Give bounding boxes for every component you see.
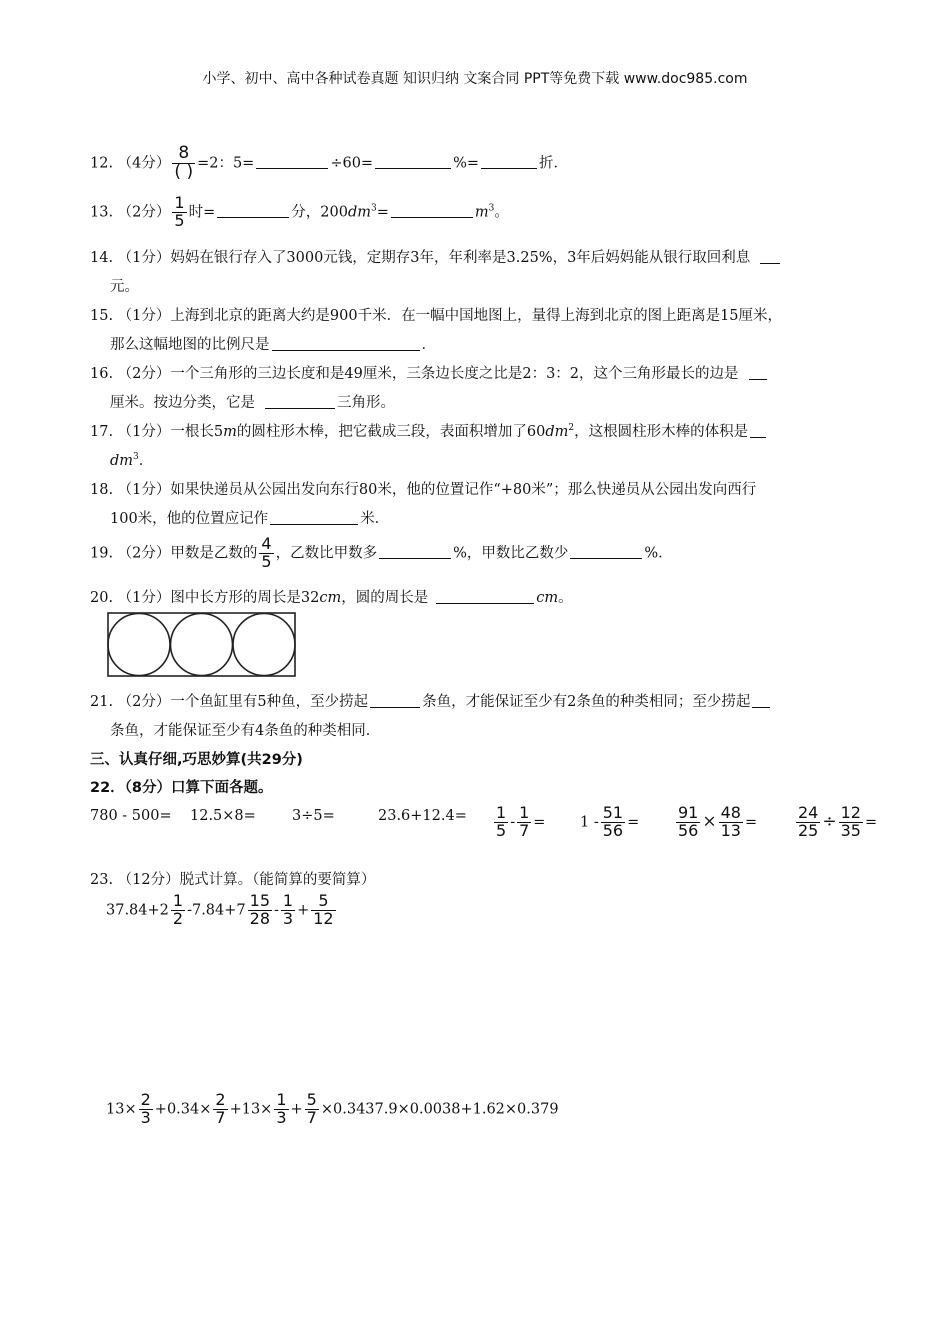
fraction: $\frac{1}{5}$: [174, 193, 185, 230]
question-18: 18. （1分）如果快递员从公园出发向东行80米，他的位置记作“+80米”；那么快递员从公园出发向西行: [90, 482, 757, 498]
rectangle-circles-figure: [106, 611, 298, 679]
question-17: 17. （1分）一根长5m的圆柱形木棒，把它截成三段，表面积增加了$60dm^2$，这根圆柱形木棒的体积是: [90, 420, 768, 441]
mental-math-4: 23.6+12.4=: [378, 808, 467, 824]
mental-math-6: 1 - $\frac{51}{56}$ =: [580, 803, 640, 840]
circle: [108, 614, 170, 676]
question-20: 20. （1分）图中长方形的周长是32cm，圆的周长是 cm。: [90, 590, 573, 606]
question-22-title: 22．（8分）口算下面各题。: [90, 780, 273, 796]
answer-blank[interactable]: [270, 523, 358, 525]
rectangle: [108, 613, 295, 676]
answer-blank[interactable]: [750, 436, 766, 438]
question-15: 15. （1分）上海到北京的距离大约是900千米．在一幅中国地图上，量得上海到北京的图上距离是15厘米，: [90, 308, 783, 324]
answer-blank[interactable]: [391, 216, 473, 218]
answer-blank[interactable]: [256, 167, 328, 169]
question-16: 16. （2分）一个三角形的三边长度和是49厘米，三条边长度之比是2：3：2，这个三角形最长的边是: [90, 362, 769, 383]
answer-blank[interactable]: [379, 557, 451, 559]
answer-blank[interactable]: [752, 706, 770, 708]
answer-blank[interactable]: [370, 706, 420, 708]
mental-math-3: 3÷5=: [292, 808, 335, 824]
page-header: 小学、初中、高中各种试卷真题 知识归纳 文案合同 PPT等免费下载 www.doc985.com: [202, 71, 748, 87]
answer-blank[interactable]: [272, 349, 420, 351]
answer-blank[interactable]: [481, 167, 537, 169]
question-19: 19. （2分）甲数是乙数的 $\frac{4}{5}$ ，乙数比甲数多 %，甲数比乙数少 %．: [90, 534, 673, 571]
answer-blank[interactable]: [375, 167, 451, 169]
question-23-title: 23. （12分）脱式计算。（能简算的要简算）: [90, 872, 376, 888]
question-14-line2: 元。: [110, 279, 139, 295]
mental-math-2: 12.5×8=: [190, 808, 256, 824]
mental-math-5: $\frac{1}{5}$ - $\frac{1}{7}$ =: [496, 803, 546, 840]
answer-blank[interactable]: [265, 407, 335, 409]
answer-blank[interactable]: [749, 378, 767, 380]
answer-blank[interactable]: [217, 216, 289, 218]
question-21: 21. （2分）一个鱼缸里有5种鱼，至少捞起 条鱼，才能保证至少有2条鱼的种类相同；至少捞起: [90, 690, 772, 711]
question-13: 13. （2分） $\frac{1}{5}$ 时= 分，$200dm^3= m^3$。: [90, 193, 509, 230]
answer-blank[interactable]: [436, 602, 534, 604]
mental-math-1: 780 - 500=: [90, 808, 172, 824]
question-15-line2: 那么这幅地图的比例尺是 ．: [110, 337, 436, 353]
question-17-line2: $dm^3$．: [110, 452, 154, 469]
question-16-line2: 厘米。按边分类，它是 三角形。: [110, 395, 395, 411]
answer-blank[interactable]: [570, 557, 642, 559]
question-12: 12. （4分） $\frac{8}{( )}$ =2：5= ÷60= %= 折．: [90, 143, 569, 182]
question-18-line2: 100米，他的位置应记作 米．: [110, 511, 390, 527]
question-14: 14. （1分）妈妈在银行存入了3000元钱，定期存3年，年利率是3.25%，3年后妈妈能从银行取回利息: [90, 246, 782, 267]
circle: [171, 614, 233, 676]
section-heading: 三、认真仔细,巧思妙算(共29分): [90, 752, 303, 768]
mental-math-7: $\frac{91}{56}$ × $\frac{48}{13}$ =: [678, 803, 758, 840]
fraction: $\frac{4}{5}$: [261, 534, 272, 571]
calc-expression-2: 13× $\frac{2}{3}$ +0.34× $\frac{2}{7}$ +13× $\frac{1}{3}$ + $\frac{5}{7}$ ×0.3437.9×0.0038+1.62×0.379: [106, 1090, 559, 1127]
mental-math-8: $\frac{24}{25}$ ÷ $\frac{12}{35}$ =: [798, 803, 878, 840]
circle: [233, 614, 295, 676]
calc-expression-1: 37.84+2 $\frac{1}{2}$ -7.84+7 $\frac{15}{28}$ - $\frac{1}{3}$ + $\frac{5}{12}$: [106, 891, 334, 928]
fraction: $\frac{8}{( )}$: [174, 143, 194, 182]
question-21-line2: 条鱼，才能保证至少有4条鱼的种类相同．: [110, 723, 381, 739]
answer-blank[interactable]: [760, 262, 780, 264]
